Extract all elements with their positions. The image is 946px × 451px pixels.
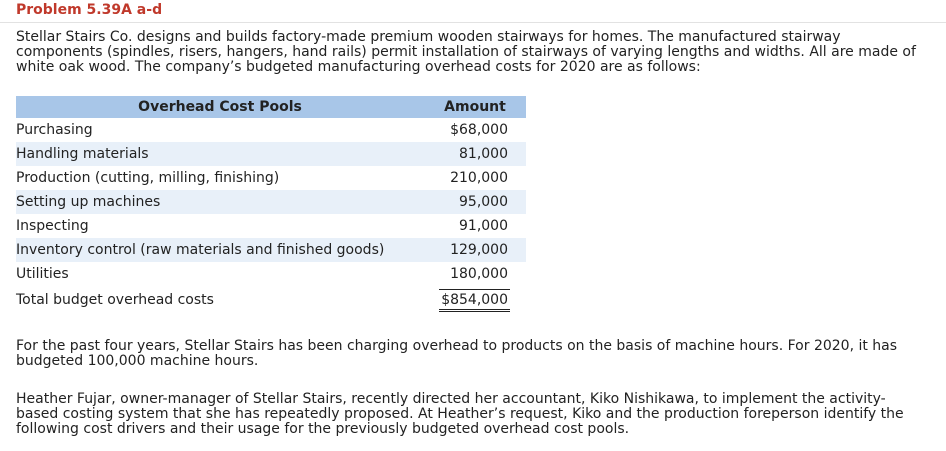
table-row	[16, 214, 526, 238]
cost-pool-amount: 129,000	[424, 238, 526, 262]
header-cost-pools: Overhead Cost Pools	[16, 96, 424, 118]
cost-pool-name: Setting up machines	[16, 190, 424, 214]
cost-pool-amount: 210,000	[450, 170, 508, 186]
total-label: Total budget overhead costs	[16, 286, 424, 314]
total-amount: $854,000	[439, 289, 510, 312]
problem-header	[0, 0, 946, 23]
total-amount-cell	[424, 286, 526, 314]
intro-paragraph: Stellar Stairs Co. designs and builds factory-made premium wooden stairways for homes. The manufactured stairway components (spindles, risers, hangers, hand rails) permit installation of stairways of varying lengths and widths. All are made of white oak wood. The company’s budgeted manufacturing overhead costs for 2020 are as follows:	[16, 29, 916, 75]
cost-pool-amount: $68,000	[450, 122, 508, 138]
cost-pool-name: Production (cutting, milling, finishing)	[16, 170, 280, 186]
table-row	[16, 142, 526, 166]
overhead-cost-table	[16, 96, 526, 314]
abc-paragraph: Heather Fujar, owner-manager of Stellar Stairs, recently directed her accountant, Kiko Nishikawa, to implement the activity-based costing system that she has repeatedly proposed. At Heather’s request, Kiko and the production foreperson identify the following cost drivers and their usage for the previously budgeted overhead cost pools.	[16, 391, 904, 437]
table-row	[16, 190, 526, 214]
total-row	[16, 286, 526, 314]
cost-pool-amount: 81,000	[424, 142, 526, 166]
table-header-row	[16, 96, 526, 118]
cost-pool-amount: 91,000	[459, 218, 508, 234]
cost-pool-name: Inspecting	[16, 218, 89, 234]
cost-pool-name: Handling materials	[16, 142, 424, 166]
problem-title: Problem 5.39A a-d	[16, 2, 163, 18]
table-row	[16, 118, 526, 142]
cost-pool-amount: 95,000	[424, 190, 526, 214]
machine-hours-paragraph: For the past four years, Stellar Stairs has been charging overhead to products on the basis of machine hours. For 2020, it has budgeted 100,000 machine hours.	[16, 338, 898, 369]
table-row	[16, 238, 526, 262]
cost-pool-name: Purchasing	[16, 122, 93, 138]
cost-pool-amount: 180,000	[450, 266, 508, 282]
table-row	[16, 262, 526, 286]
cost-pool-name: Inventory control (raw materials and finished goods)	[16, 238, 424, 262]
cost-pool-name: Utilities	[16, 266, 69, 282]
header-amount: Amount	[424, 96, 526, 118]
table-row	[16, 166, 526, 190]
